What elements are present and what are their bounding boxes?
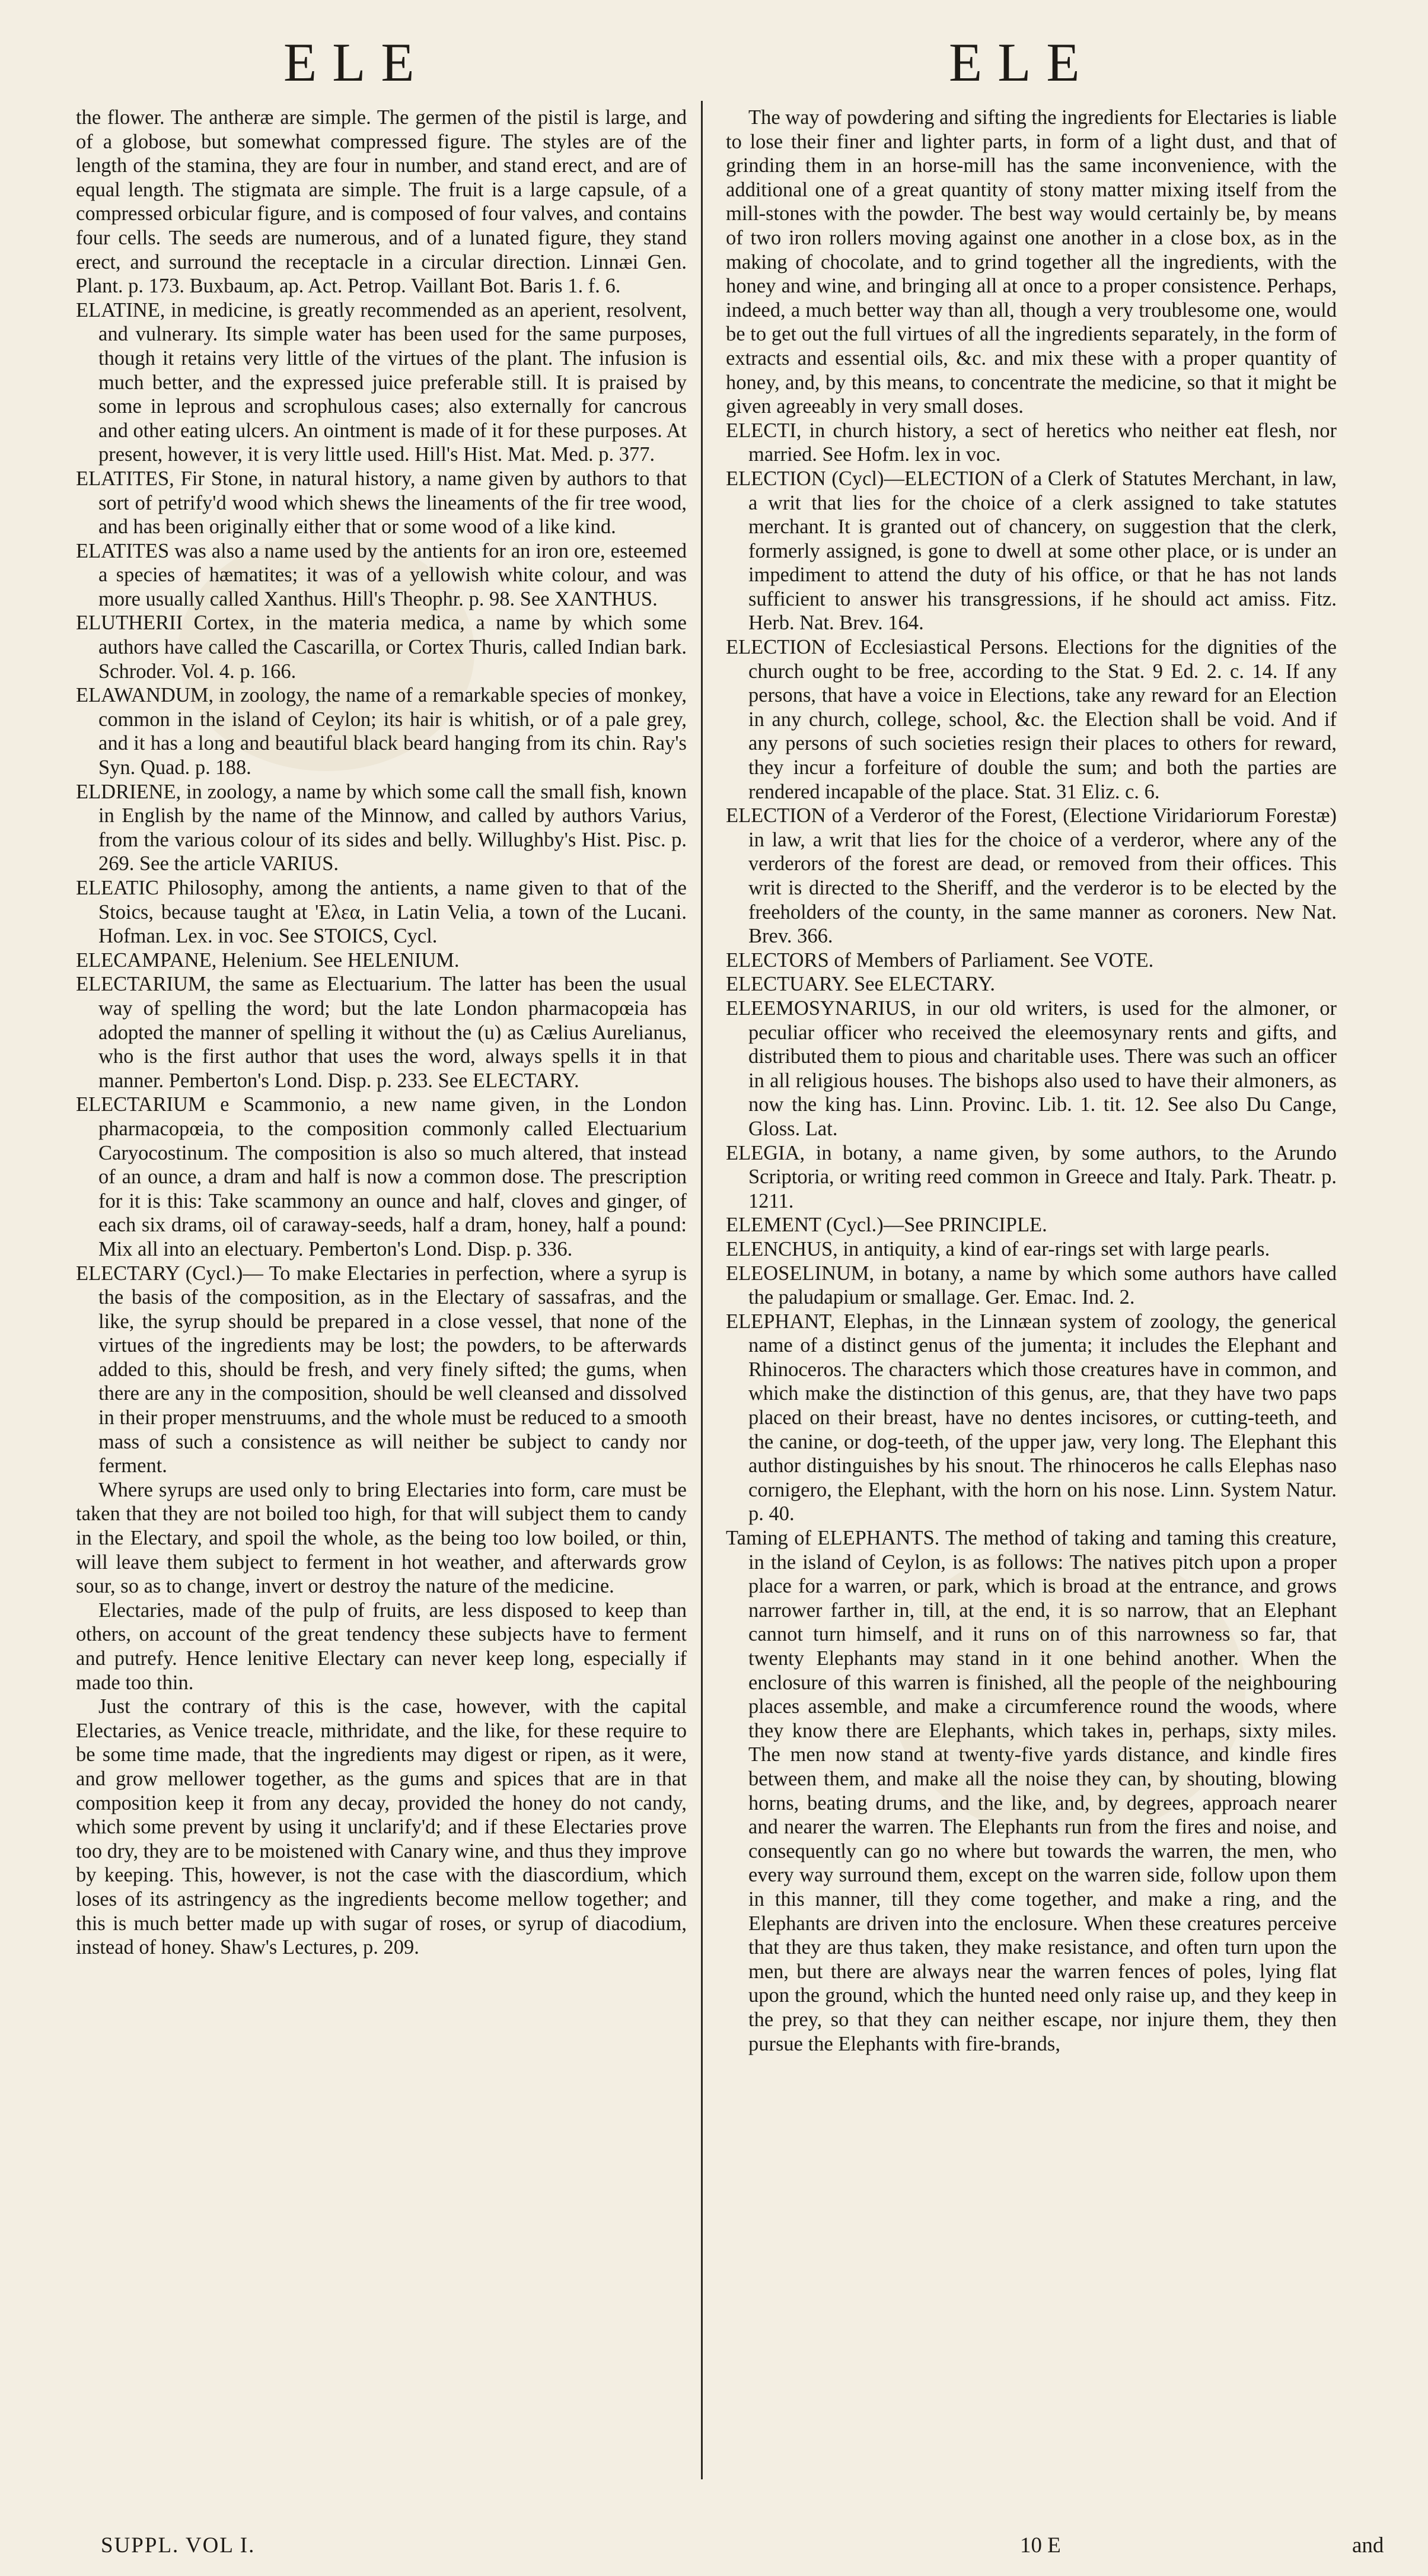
right-column — [726, 106, 1337, 2056]
dictionary-entry: ELECTORS of Members of Parliament. See VOTE. — [726, 948, 1154, 972]
dictionary-entry: ELECAMPANE, Helenium. See HELENIUM. — [76, 948, 460, 972]
dictionary-entry: ELUTHERII Cortex, in the materia medica, a name by which some authors have called the Cascarilla, or Cortex Thuris, called Indian bark. Schroder. Vol. 4. p. 166. — [76, 612, 687, 683]
dictionary-entry: ELECTUARY. See ELECTARY. — [726, 973, 996, 996]
entry-paragraph: The way of powdering and sifting the ingredients for Electaries is liable to lose their finer and lighter parts, in form of a light dust, and that of grinding them in an horse-mill has the same inconvenience, with the additional one of a great quantity of stony matter mixing itself from the mill-stones with the powder. The best way would certainly be, by means of two iron rollers moving against one another in a close box, as in the making of chocolate, and to grind together all the ingredients, with the honey and wine, and bringing all at once to a proper consistence. Perhaps, indeed, a much better way than all, though a very troublesome one, would be to get out the full virtues of all the ingredients separately, in the form of extracts and essential oils, &c. and mix these with a proper quantity of honey, and, by this means, to concentrate the medicine, so that it might be given agreeably in very small doses. — [726, 106, 1337, 418]
dictionary-entry: ELEEMOSYNARIUS, in our old writers, is used for the almoner, or peculiar officer who received the eleemosynary rents and gifts, and distributed them to pious and charitable uses. There was such an officer in all religious houses. The bishops also used to have their almoners, as now the king has. Linn. Provinc. Lib. 1. tit. 12. See also Du Cange, Gloss. Lat. — [726, 996, 1337, 1140]
page-signature: 10 E — [1020, 2533, 1061, 2558]
left-column — [76, 106, 687, 1960]
dictionary-entry: ELEGIA, in botany, a name given, by some authors, to the Arundo Scriptoria, or writing reed common in Greece and Italy. Park. Theatr. p. 1211. — [726, 1141, 1337, 1212]
dictionary-entry: ELDRIENE, in zoology, a name by which some call the small fish, known in English by the name of the Minnow, and called by authors Varius, from the various colour of its sides and belly. Willughby's Hist. Pisc. p. 269. See the article VARIUS. — [76, 780, 687, 875]
entry-paragraph: Where syrups are used only to bring Electaries into form, care must be taken that they are not boiled too high, for that will subject them to candy in the Electary, and spoil the whole, as the being too low boiled, or thin, will leave them subject to ferment in hot weather, and afterwards grow sour, so as to change, invert or destroy the nature of the medicine. — [76, 1478, 687, 1598]
dictionary-entry: ELECTION of Ecclesiastical Persons. Elections for the dignities of the church ought to be free, according to the Stat. 9 Ed. 2. c. 14. If any persons, that have a voice in Elections, take any reward for an Election in any church, college, school, &c. the Election shall be void. And if any persons of such societies resign their places to others for reward, they incur a forfeiture of double the sum; and both the parties are rendered incapable of the place. Stat. 31 Eliz. c. 6. — [726, 636, 1337, 803]
dictionary-entry: ELECTARIUM e Scammonio, a new name given, in the London pharmacopœia, to the composition commonly called Electuarium Caryocostinum. The composition is also so much altered, that instead of an ounce, a dram and half is now a common dose. The prescription for it is this: Take scammony an ounce and half, cloves and ginger, of each six drams, oil of caraway-seeds, half a dram, honey, half a pound: Mix all into an electuary. Pemberton's Lond. Disp. p. 336. — [76, 1093, 687, 1260]
dictionary-entry: ELECTION of a Verderor of the Forest, (Electione Viridariorum Forestæ) in law, a writ that lies for the choice of a verderor, where any of the verderors of the forest are dead, or removed from their offices. This writ is directed to the Sheriff, and the verderor is to be elected by the freeholders of the county, in the same manner as coroners. New Nat. Brev. 366. — [726, 804, 1337, 948]
dictionary-entry: Taming of ELEPHANTS. The method of taking and taming this creature, in the island of Ceylon, is as follows: The natives pitch upon a proper place for a warren, or park, which is broad at the entrance, and grows narrower farther in, till, at the end, it is so narrow, that an Elephant cannot turn himself, and it runs on of this narrowness so far, that twenty Elephants may stand in it one behind another. When the enclosure of this warren is finished, all the people of the neighbouring places assemble, and make a circumference round the woods, where they know there are Elephants, which takes in, perhaps, sixty miles. The men now stand at twenty-five yards distance, and kindle fires between them, and make all the noise they can, by shouting, blowing horns, beating drums, and the like, and, by degrees, approach nearer and nearer the warren. The Elephants run from the fires and noise, and consequently can go no where but towards the warren, the men, who every way surround them, except on the warren side, follow upon them in this manner, till they come together, and make a ring, and the Elephants are driven into the enclosure. When these creatures perceive that they are thus taken, they make resistance, and often turn upon the men, but there are always near the warren fences of poles, lying flat upon the ground, which the hunted need only raise up, and they keep in the prey, so that they can neither escape, nor injure them, they then pursue the Elephants with fire-brands, — [726, 1527, 1337, 2055]
running-head-left: ELE — [283, 32, 430, 93]
column-rule — [701, 101, 703, 2479]
entry-paragraph: Just the contrary of this is the case, however, with the capital Electaries, as Venice treacle, mithridate, and the like, for these require to be some time made, that the ingredients may digest or ripen, as it were, and grow mellower together, as the gums and spices that are in that composition keep it from any decay, provided the honey do not candy, which some prevent by using it unclarify'd; and if these Electaries prove too dry, they are to be moistened with Canary wine, and thus they improve by keeping. This, however, is not the case with the diascordium, which loses of its astringency as the ingredients become mellow together; and this is much better made up with sugar of roses, or syrup of diacodium, instead of honey. Shaw's Lectures, p. 209. — [76, 1695, 687, 1959]
entry-paragraph: Electaries, made of the pulp of fruits, are less disposed to keep than others, on account of the great tendency these subjects have to ferment and putrefy. Hence lenitive Electary can never keep long, especially if made too thin. — [76, 1599, 687, 1694]
dictionary-entry: ELECTI, in church history, a sect of heretics who neither eat flesh, nor married. See Hofm. lex in voc. — [726, 419, 1337, 466]
dictionary-entry: ELEATIC Philosophy, among the antients, a name given to that of the Stoics, because taught at 'Ελεα, in Latin Velia, a town of the Lucani. Hofman. Lex. in voc. See STOICS, Cycl. — [76, 877, 687, 948]
dictionary-entry: ELECTARIUM, the same as Electuarium. The latter has been the usual way of spelling the word; but the late London pharmacopœia has adopted the manner of spelling it without the (u) as Cælius Aurelianus, who is the first author that uses the word, always spells it in that manner. Pemberton's Lond. Disp. p. 233. See ELECTARY. — [76, 973, 687, 1092]
dictionary-entry: ELEOSELINUM, in botany, a name by which some authors have called the paludapium or smallage. Ger. Emac. Ind. 2. — [726, 1262, 1337, 1309]
dictionary-entry: ELECTION (Cycl)—ELECTION of a Clerk of Statutes Merchant, in law, a writ that lies for the choice of a clerk assigned to take statutes merchant. It is granted out of chancery, on suggestion that the clerk, formerly assigned, is gone to dwell at some other place, or is under an impediment to attend the duty of his office, or that he has not lands sufficient to answer his transgressions, if he should act amiss. Fitz. Herb. Nat. Brev. 164. — [726, 467, 1337, 635]
dictionary-entry: ELENCHUS, in antiquity, a kind of ear-rings set with large pearls. — [726, 1237, 1270, 1260]
dictionary-entry: ELEPHANT, Elephas, in the Linnæan system of zoology, the generical name of a distinct genus of the jumenta; it includes the Elephant and Rhinoceros. The characters which those creatures have in common, and which make the distinction of this genus, are, that they have two paps placed on their breast, have no dentes incisores, or cutting-teeth, and the canine, or dog-teeth, of the upper jaw, very long. The Elephant this author distinguishes by his snout. The rhinoceros he calls Elephas naso cornigero, the Elephant, with the horn on his nose. Linn. System Natur. p. 40. — [726, 1310, 1337, 1526]
signature-mark: SUPPL. VOL I. — [101, 2533, 256, 2558]
dictionary-entry: ELAWANDUM, in zoology, the name of a remarkable species of monkey, common in the island of Ceylon; its hair is whitish, or of a pale grey, and it has a long and beautiful black beard hanging from its chin. Ray's Syn. Quad. p. 188. — [76, 684, 687, 779]
entry-paragraph: the flower. The antheræ are simple. The germen of the pistil is large, and of a globose, but somewhat compressed figure. The styles are of the length of the stamina, they are four in number, and stand erect, and are of equal length. The stigmata are simple. The fruit is a large capsule, of a compressed orbicular figure, and is composed of four valves, and contains four cells. The seeds are numerous, and of a lunated figure, they stand erect, and surround the receptacle in a circular direction. Linnæi Gen. Plant. p. 173. Buxbaum, ap. Act. Petrop. Vaillant Bot. Baris 1. f. 6. — [76, 106, 687, 298]
dictionary-entry: ELATITES, Fir Stone, in natural history, a name given by authors to that sort of petrify'd wood which shews the lineaments of the fir tree wood, and has been originally either that or some wood of a like kind. — [76, 467, 687, 539]
dictionary-entry: ELECTARY (Cycl.)— To make Electaries in perfection, where a syrup is the basis of the composition, as in the Electary of sassafras, and the like, the syrup should be prepared in a close vessel, that none of the virtues of the ingredients may be lost; the powders, to be afterwards added to this, should be fresh, and very finely sifted; the gums, when there are any in the composition, should be well cleansed and dissolved in their proper menstruums, and the whole must be reduced to a smooth mass of such a consistence as will neither be subject to candy nor ferment. — [76, 1262, 687, 1478]
dictionary-entry: ELATINE, in medicine, is greatly recommended as an aperient, resolvent, and vulnerary. Its simple water has been used for the same purposes, though it retains very little of the virtues of the plant. The infusion is much better, and the expressed juice preferable still. It is praised by some in leprous and scrophulous cases; also externally for cancrous and other eating ulcers. An ointment is made of it for these purposes. At present, however, it is very little used. Hill's Hist. Mat. Med. p. 377. — [76, 298, 687, 466]
dictionary-entry: ELEMENT (Cycl.)—See PRINCIPLE. — [726, 1214, 1047, 1237]
dictionary-entry: ELATITES was also a name used by the antients for an iron ore, esteemed a species of hæmatites; it was of a yellowish white colour, and was more usually called Xanthus. Hill's Theophr. p. 98. See XANTHUS. — [76, 539, 687, 610]
running-head-right: ELE — [949, 32, 1095, 93]
catchword: and — [1352, 2533, 1384, 2558]
